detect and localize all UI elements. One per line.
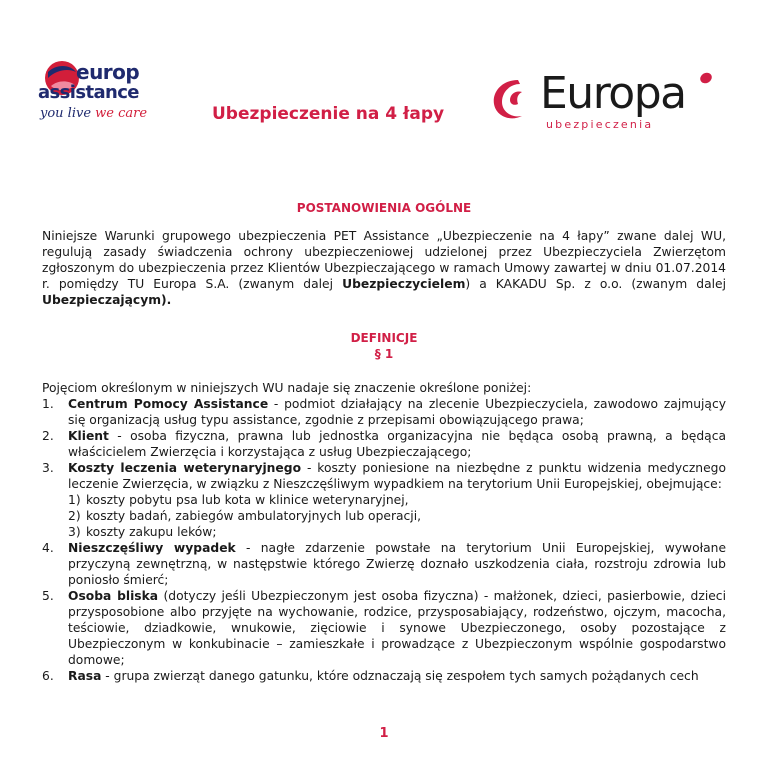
list-item (42, 540, 726, 588)
list-item (42, 668, 726, 684)
item-text: - osoba fizyczna, prawna lub jednostka organizacyjna nie będąca osobą prawną, a będąca właścicielem Zwierzęcia i korzystająca z usług Ubezpieczającego; (68, 429, 726, 459)
sub-item-text: koszty badań, zabiegów ambulatoryjnych lub operacji, (86, 509, 422, 523)
sub-list-item (68, 524, 726, 540)
definitions-lead: Pojęciom określonym w niniejszych WU nadaje się znaczenie określone poniżej: (42, 381, 532, 395)
intro-text-2: ) a KAKADU Sp. z o.o. (zwanym dalej (465, 277, 726, 291)
sub-list (68, 492, 726, 540)
europa-logo (488, 70, 718, 140)
item-text: - grupa zwierząt danego gatunku, które odznaczają się zespołem tych samych pożądanych cech (101, 669, 699, 683)
item-term: Nieszczęśliwy wypadek (68, 541, 236, 555)
list-item (42, 396, 726, 428)
europa-logo-subtitle: ubezpieczenia (546, 118, 654, 131)
item-term: Centrum Pomocy Assistance (68, 397, 269, 411)
item-number: 5. (42, 589, 54, 603)
sub-list-item (68, 508, 726, 524)
europa-logo-name: Europa (540, 68, 686, 119)
tagline-part-1: you live (40, 106, 96, 121)
item-number: 6. (42, 669, 54, 683)
intro-bold-1: Ubezpieczycielem (342, 277, 466, 291)
item-text: - nagłe zdarzenie powstałe na terytorium Unii Europejskiej, wywołane przyczyną zewnętrzną, w następstwie którego Zwierzę doznało uszkodzenia ciała, rozstroju zdrowia lub poniosło śmierć; (68, 541, 727, 587)
definitions-list (42, 396, 726, 684)
intro-paragraph (42, 228, 726, 308)
paragraph-number: § 1 (374, 347, 394, 361)
item-number: 2. (42, 429, 54, 443)
page-number: 1 (379, 726, 389, 741)
item-term: Osoba bliska (68, 589, 159, 603)
item-term: Klient (68, 429, 109, 443)
logo-tagline (40, 106, 147, 121)
intro-bold-2: Ubezpieczającym). (42, 293, 172, 307)
sub-list-item (68, 492, 726, 508)
intro-text-1: Niniejsze Warunki grupowego ubezpieczenia PET Assistance „Ubezpieczenie na 4 łapy” zwane dalej WU, regulują zasady świadczenia ochrony ubezpieczeniowej udzielonej przez Ubezpieczyciela Zwierzętom zgłoszonym do ubezpieczenia przez Klientów Ubezpieczającego w ramach Umowy zawartej w dniu 01.07.2014 r. pomiędzy TU Europa S.A. (zwanym dalej (42, 229, 726, 291)
europ-assistance-logo (38, 58, 148, 138)
item-text: - koszty poniesione na niezbędne z punktu widzenia medycznego leczenie Zwierzęcia, w związku z Nieszczęśliwym wypadkiem na terytorium Unii Europejskiej, obejmujące: (68, 461, 726, 491)
sub-item-text: koszty zakupu leków; (86, 525, 217, 539)
item-text: - podmiot działający na zlecenie Ubezpieczyciela, zawodowo zajmujący się organizacją usług typu assistance, zgodnie z przepisami obowiązującego prawa; (68, 397, 727, 427)
europa-dot-icon (698, 70, 714, 86)
page-header (0, 0, 768, 150)
logo-word-europ: europ (76, 60, 140, 84)
page-title: Ubezpieczenie na 4 łapy (212, 104, 445, 124)
sub-item-number: 3) (68, 525, 81, 539)
sub-item-text: koszty pobytu psa lub kota w klinice weterynaryjnej, (86, 493, 409, 507)
list-item (42, 588, 726, 668)
tagline-part-2: we care (95, 106, 148, 121)
item-number: 4. (42, 541, 54, 555)
item-number: 1. (42, 397, 54, 411)
section-heading-general: POSTANOWIENIA OGÓLNE (296, 201, 472, 215)
list-item (42, 460, 726, 540)
item-number: 3. (42, 461, 54, 475)
sub-item-number: 2) (68, 509, 81, 523)
europa-swirl-icon (488, 74, 542, 124)
item-term: Koszty leczenia weterynaryjnego (68, 461, 302, 475)
sub-item-number: 1) (68, 493, 81, 507)
item-text: (dotyczy jeśli Ubezpieczonym jest osoba fizyczna) - małżonek, dzieci, pasierbowie, dzieci przysposobione albo przyjęte na wychowanie, rodzice, przysposabiający, rodzeństwo, ojczym, macocha, teściowie, dziadkowie, wnukowie, zięciowie i synowe Ubezpieczonego, osoby pozostające z Ubezpieczonym w konkubinacie – zamieszkałe i prowadzące z Ubezpieczonym wspólnie gospodarstwo domowe; (68, 589, 726, 667)
logo-word-assistance: assistance (38, 82, 139, 103)
item-term: Rasa (68, 669, 102, 683)
section-heading-definitions: DEFINICJE (350, 331, 418, 345)
list-item (42, 428, 726, 460)
